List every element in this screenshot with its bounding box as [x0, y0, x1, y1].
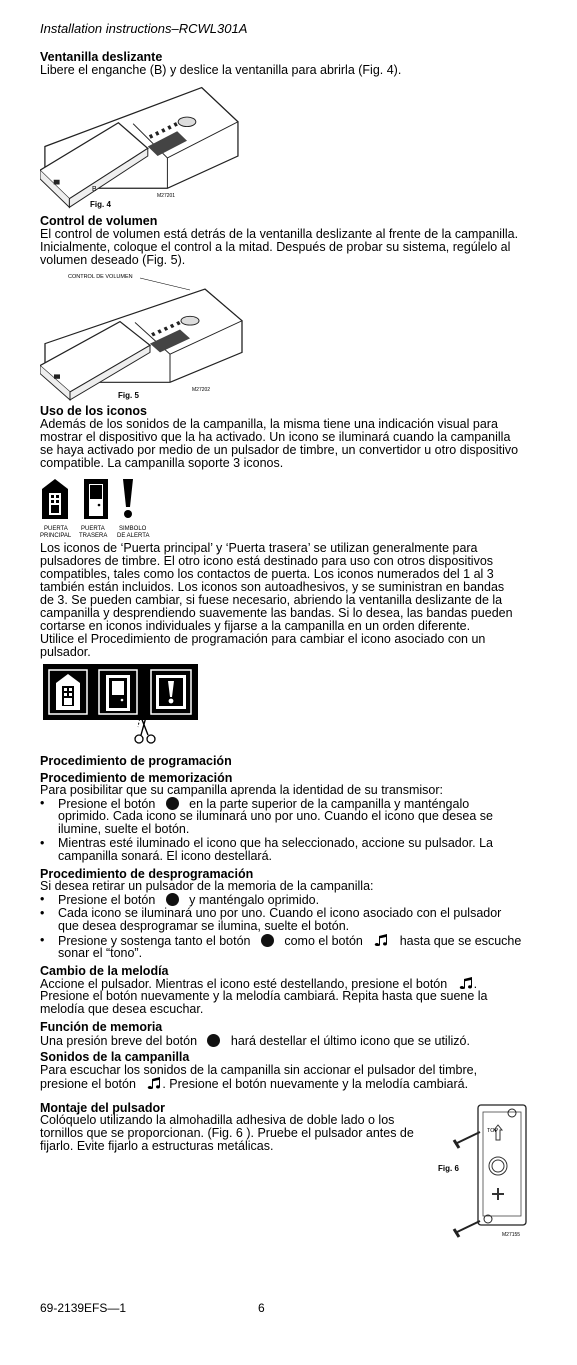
memoria-line-1: Una presión breve del botón hará destellar el último icono que se utilizó. — [40, 1034, 470, 1048]
section-title-desprogramacion: Procedimiento de desprogramación — [40, 867, 254, 881]
iconos-para-1: Los iconos de ‘Puerta principal’ y ‘Puerta trasera’ se utilizan generalmente para — [40, 541, 478, 555]
figure-5-chime-illustration — [40, 272, 260, 402]
iconos-line-3: se haya activado por medio de un pulsador de timbre, un convertidor u otro dispositivo — [40, 443, 519, 457]
section-title-memoria: Función de memoria — [40, 1020, 163, 1034]
icon-label-simbolo-2: DE ALERTA — [117, 533, 150, 539]
iconos-para-9: pulsador. — [40, 645, 91, 659]
section-title-memorizacion: Procedimiento de memorización — [40, 771, 233, 785]
iconos-para-5: de 3. Se pueden cambiar, si fuese necesario, abriendo la ventanilla deslizante de la — [40, 593, 503, 607]
section-title-programacion: Procedimiento de programación — [40, 754, 232, 768]
figure-6-pushbutton-illustration — [450, 1102, 530, 1242]
section-title-iconos: Uso de los iconos — [40, 404, 147, 418]
volumen-line-3: volumen deseado (Fig. 5). — [40, 253, 186, 267]
montaje-line-1: Colóquelo utilizando la almohadilla adhesiva de doble lado o los — [40, 1113, 395, 1127]
figure-4-caption: Fig. 4 — [90, 200, 111, 209]
figure-6-top-label: TOP — [487, 1128, 499, 1134]
icon-row-small — [41, 477, 156, 522]
iconos-para-7: cortarse en iconos individuales y fijarse a la campanilla en un orden diferente. — [40, 619, 471, 633]
footer-doc-number: 69-2139EFS—1 — [40, 1301, 127, 1315]
section-title-montaje: Montaje del pulsador — [40, 1101, 166, 1115]
iconos-line-2: mostrar el dispositivo que la ha activado. Un icono se iluminará cuando la campanilla — [40, 430, 511, 444]
melody-button-icon — [373, 934, 389, 948]
front-door-icon — [42, 479, 68, 519]
iconos-line-1: Además de los sonidos de la campanilla, la misma tiene una indicación visual para — [40, 417, 498, 431]
figure-5-caption: Fig. 5 — [118, 391, 139, 400]
memorizacion-intro: Para posibilitar que su campanilla aprenda la identidad de su transmisor: — [40, 783, 444, 797]
volume-control-callout: CONTROL DE VOLUMEN — [68, 274, 133, 280]
melodia-line-2: Presione el botón nuevamente y la melodía cambiará. Repita hasta que suene la — [40, 989, 488, 1003]
iconos-para-8: Utilice el Procedimiento de programación para cambiar el icono asociado con un — [40, 632, 486, 646]
iconos-line-4: compatible. La campanilla soporte 3 iconos. — [40, 456, 284, 470]
section-title-volumen: Control de volumen — [40, 214, 158, 228]
montaje-line-2: tornillos que se proporcionan. (Fig. 6 ). Pruebe el pulsador antes de — [40, 1126, 414, 1140]
figure-6-caption: Fig. 6 — [438, 1164, 459, 1173]
icon-strip-illustration — [42, 662, 200, 747]
melodia-line-3: melodía que desea escuchar. — [40, 1002, 204, 1016]
volumen-line-1: El control de volumen está detrás de la ventanilla deslizante al frente de la campanilla. — [40, 227, 519, 241]
desprogramacion-intro: Si desea retirar un pulsador de la memoria de la campanilla: — [40, 879, 374, 893]
volumen-line-2: Inicialmente, coloque el control a la mitad. Después de probar su sistema, regúlelo al — [40, 240, 511, 254]
alert-icon — [123, 479, 133, 518]
memorizacion-bullet-2-line-2: campanilla sonará. El icono destellará. — [58, 849, 273, 863]
figure-4-code: M27201 — [157, 193, 176, 199]
section-title-sonidos: Sonidos de la campanilla — [40, 1050, 190, 1064]
icon-label-puerta-principal-2: PRINCIPAL — [40, 533, 72, 539]
page-header: Installation instructions–RCWL301A — [40, 21, 248, 36]
section-title-ventanilla: Ventanilla deslizante — [40, 50, 163, 64]
desprogramacion-bullet-2-line-2: que desea desprogramar se ilumina, suelte el botón. — [58, 919, 350, 933]
memorizacion-bullet-1-line-2: oprimido. Cada icono se iluminará uno por uno. Cuando el icono que desea se — [58, 809, 494, 823]
icon-label-puerta-trasera-1: PUERTA — [81, 526, 105, 532]
section-title-melodia: Cambio de la melodía — [40, 964, 169, 978]
montaje-line-3: fijarlo. Evite fijarlo a estructuras metálicas. — [40, 1139, 274, 1153]
sonidos-line-1: Para escuchar los sonidos de la campanilla sin accionar el pulsador del timbre, — [40, 1063, 478, 1077]
melody-button-icon — [146, 1077, 162, 1091]
footer-page-number: 6 — [258, 1301, 265, 1315]
chime-button-icon — [261, 934, 274, 947]
iconos-para-2: pulsadores de timbre. El otro icono está destinado para uso con otros dispositivos — [40, 554, 494, 568]
chime-button-icon — [207, 1034, 220, 1047]
figure-4-chime-illustration — [40, 78, 245, 213]
iconos-para-6: campanilla y desprendiendo suavemente las bandas. Si lo desea, las bandas pueden — [40, 606, 513, 620]
back-door-icon — [84, 479, 108, 519]
desprogramacion-bullet-3-line-2: sonar el “tono”. — [58, 946, 143, 960]
iconos-para-3: compatibles, tales como los contactos de puerta. Los iconos numerados del 1 al 3 — [40, 567, 494, 581]
sonidos-line-2: presione el botón . Presione el botón nuevamente y la melodía cambiará. — [40, 1077, 469, 1091]
icon-label-puerta-trasera-2: TRASERA — [79, 533, 108, 539]
figure-5-code: M27202 — [192, 387, 211, 393]
chime-button-icon — [166, 893, 179, 906]
icon-label-puerta-principal-1: PUERTA — [44, 526, 68, 532]
section-text-ventanilla: Libere el enganche (B) y deslice la ventanilla para abrirla (Fig. 4). — [40, 63, 402, 77]
icon-label-simbolo-1: SIMBOLO — [119, 526, 147, 532]
figure-6-code: M27155 — [502, 1232, 521, 1238]
iconos-para-4: también están incluidos. Los iconos son autoadhesivos, y se suministran en bandas — [40, 580, 505, 594]
melodia-line-1: Accione el pulsador. Mientras el icono esté destellando, presione el botón . — [40, 977, 478, 991]
figure-4-latch-label: B — [92, 186, 97, 193]
memorizacion-bullet-1-line-3: ilumine, suelte el botón. — [58, 822, 190, 836]
